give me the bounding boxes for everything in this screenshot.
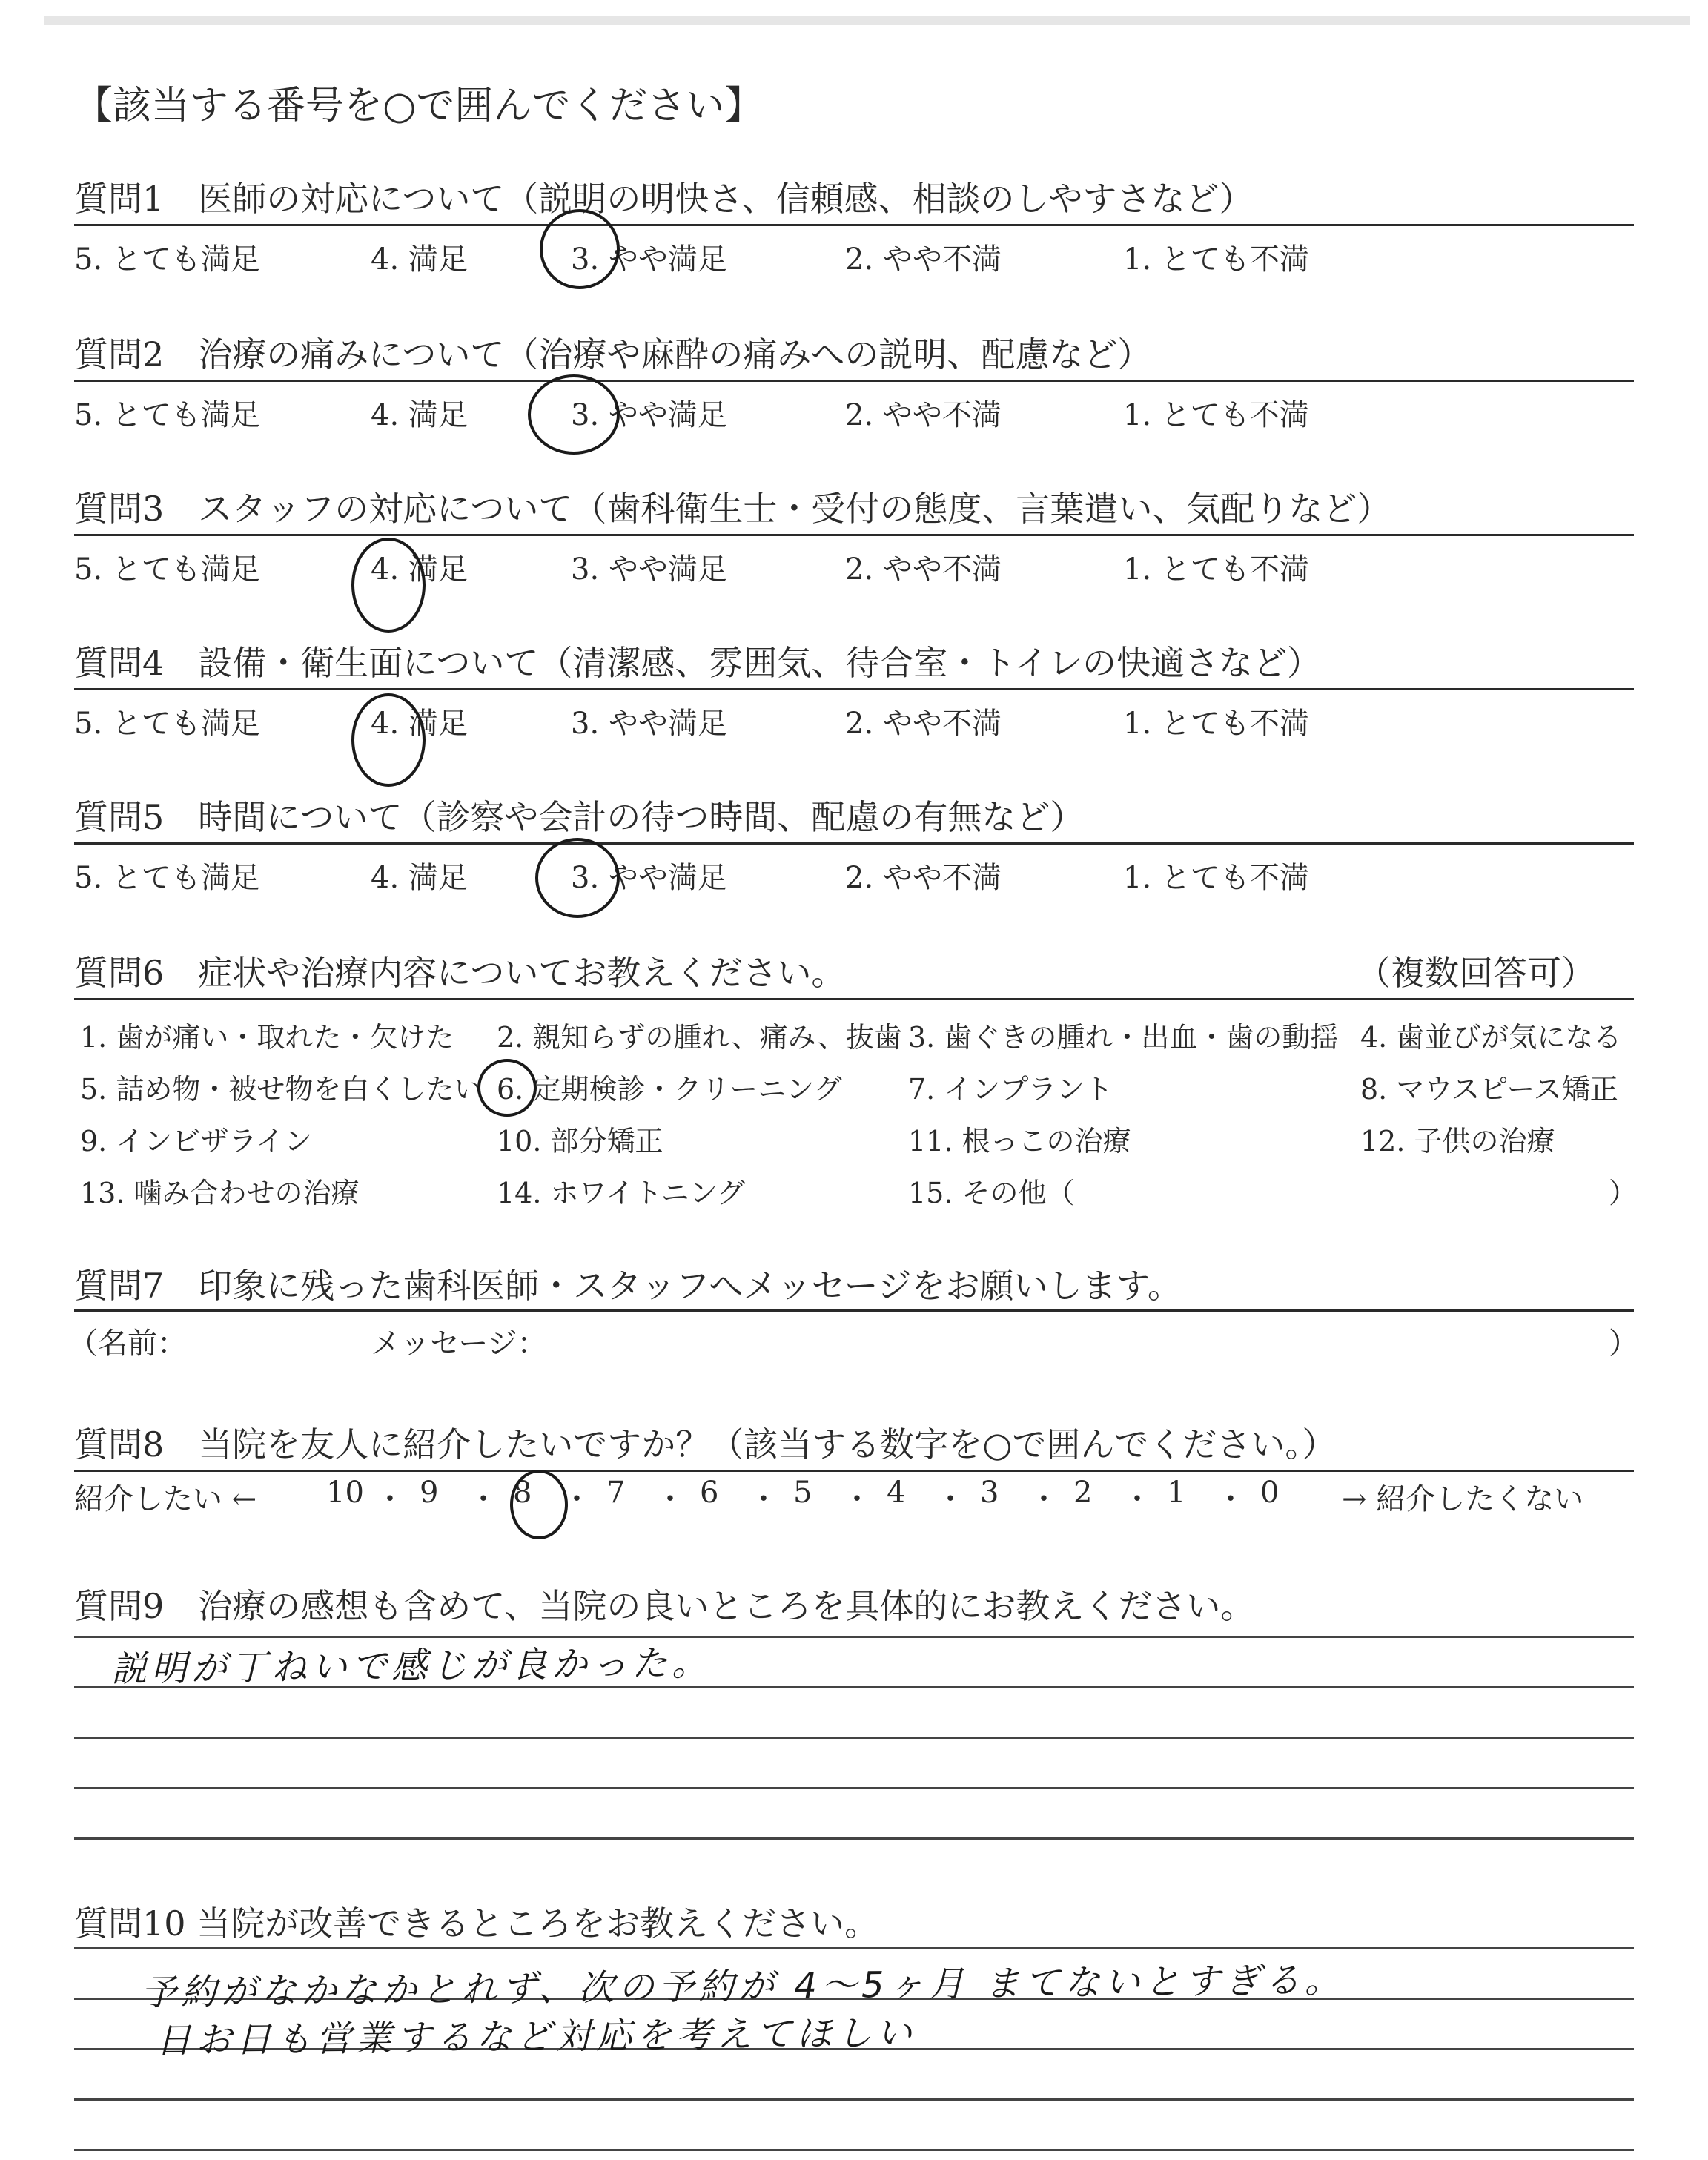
q6-item-15-close: ） <box>1609 1177 1638 1209</box>
q8-separator: ・ <box>562 1482 592 1516</box>
q6-item-12[interactable]: 12. 子供の治療 <box>1360 1125 1555 1157</box>
q8-separator: ・ <box>655 1482 685 1516</box>
q1-option-3[interactable]: 3. やや満足 <box>571 242 727 277</box>
q5-option-1[interactable]: 1. とても不満 <box>1123 861 1309 895</box>
q4-title: 質問4 設備・衛生面について（清潔感、雰囲気、待合室・トイレの快適さなど） <box>74 643 1322 683</box>
q8-score-3[interactable]: 3 <box>980 1476 999 1510</box>
q8-score-9[interactable]: 9 <box>420 1476 439 1510</box>
q2-rule <box>74 380 1634 382</box>
q6-item-14[interactable]: 14. ホワイトニング <box>497 1177 746 1209</box>
q5-option-4[interactable]: 4. 満足 <box>371 861 468 895</box>
q4-option-2[interactable]: 2. やや不満 <box>845 707 1002 741</box>
q1-option-5[interactable]: 5. とても満足 <box>74 242 260 277</box>
q4-rule <box>74 688 1634 690</box>
q6-item-6[interactable]: 6. 定期検診・クリーニング <box>497 1073 842 1106</box>
q3-rule <box>74 534 1634 536</box>
q8-score-4[interactable]: 4 <box>887 1476 906 1510</box>
q8-score-6[interactable]: 6 <box>700 1476 719 1510</box>
q3-title: 質問3 スタッフの対応について（歯科衛生士・受付の態度、言葉遣い、気配りなど） <box>74 489 1391 529</box>
q6-item-1[interactable]: 1. 歯が痛い・取れた・欠けた <box>80 1021 454 1054</box>
q7-name-label: （名前： <box>68 1327 187 1361</box>
q8-score-0[interactable]: 0 <box>1260 1476 1280 1510</box>
q1-rule <box>74 224 1634 226</box>
q5-title: 質問5 時間について（診察や会計の待つ時間、配慮の有無など） <box>74 797 1085 837</box>
q5-option-2[interactable]: 2. やや不満 <box>845 861 1002 895</box>
q8-score-2[interactable]: 2 <box>1073 1476 1093 1510</box>
q3-option-2[interactable]: 2. やや不満 <box>845 552 1002 587</box>
q7-rule <box>74 1309 1634 1312</box>
q8-separator: ・ <box>1216 1482 1245 1516</box>
page-header: 【該当する番号を○で囲んでください】 <box>74 84 764 128</box>
q6-item-11[interactable]: 11. 根っこの治療 <box>908 1125 1131 1157</box>
q6-item-8[interactable]: 8. マウスピース矯正 <box>1360 1073 1618 1106</box>
q8-score-7[interactable]: 7 <box>606 1476 626 1510</box>
q8-score-8[interactable]: 8 <box>513 1476 532 1510</box>
q4-option-5[interactable]: 5. とても満足 <box>74 707 260 741</box>
q6-rule <box>74 998 1634 1000</box>
q9-title: 質問9 治療の感想も含めて、当院の良いところを具体的にお教えください。 <box>74 1586 1255 1626</box>
q3-option-3[interactable]: 3. やや満足 <box>571 552 727 587</box>
q1-title: 質問1 医師の対応について（説明の明快さ、信頼感、相談のしやすさなど） <box>74 179 1254 219</box>
q5-option-3[interactable]: 3. やや満足 <box>571 861 727 895</box>
q2-option-4[interactable]: 4. 満足 <box>371 398 468 432</box>
q3-selection-circle <box>351 538 426 633</box>
q6-item-5[interactable]: 5. 詰め物・被せ物を白くしたい <box>80 1073 483 1106</box>
q3-option-1[interactable]: 1. とても不満 <box>1123 552 1309 587</box>
q8-right-label: → 紹介したくない <box>1342 1482 1584 1516</box>
q6-item-4[interactable]: 4. 歯並びが気になる <box>1360 1021 1622 1054</box>
q4-option-1[interactable]: 1. とても不満 <box>1123 707 1309 741</box>
q2-option-1[interactable]: 1. とても不満 <box>1123 398 1309 432</box>
q2-selection-circle <box>528 374 620 455</box>
q9-handwritten-answer: 説明が丁ねいで感じが良かった。 <box>110 1642 712 1691</box>
q8-separator: ・ <box>1029 1482 1059 1516</box>
q1-option-2[interactable]: 2. やや不満 <box>845 242 1002 277</box>
q6-item-3[interactable]: 3. 歯ぐきの腫れ・出血・歯の動揺 <box>908 1021 1339 1054</box>
q6-item-10[interactable]: 10. 部分矯正 <box>497 1125 663 1157</box>
q6-title: 質問6 症状や治療内容についてお教えください。 <box>74 953 846 993</box>
q6-item-13[interactable]: 13. 噛み合わせの治療 <box>80 1177 360 1209</box>
scan-edge <box>44 16 1690 25</box>
q8-selection-circle <box>510 1470 568 1539</box>
q6-item-2[interactable]: 2. 親知らずの腫れ、痛み、抜歯 <box>497 1021 902 1054</box>
q8-separator: ・ <box>842 1482 872 1516</box>
q3-option-5[interactable]: 5. とても満足 <box>74 552 260 587</box>
q7-close: ） <box>1609 1327 1638 1361</box>
q4-option-4[interactable]: 4. 満足 <box>371 707 468 741</box>
q2-title: 質問2 治療の痛みについて（治療や麻酔の痛みへの説明、配慮など） <box>74 334 1152 374</box>
q10-handwritten-line-2: 日お日も営業するなど対応を考えてほしい <box>155 2012 917 2062</box>
q8-score-5[interactable]: 5 <box>793 1476 812 1510</box>
q9-line-4 <box>74 1787 1634 1789</box>
q8-score-1[interactable]: 1 <box>1167 1476 1186 1510</box>
q10-line-5 <box>74 2149 1634 2151</box>
q6-selection-circle <box>477 1059 537 1117</box>
q2-option-2[interactable]: 2. やや不満 <box>845 398 1002 432</box>
q6-note: （複数回答可） <box>1357 953 1595 993</box>
q10-line-1 <box>74 1947 1634 1949</box>
q8-separator: ・ <box>749 1482 778 1516</box>
q8-separator: ・ <box>1122 1482 1152 1516</box>
q2-option-3[interactable]: 3. やや満足 <box>571 398 727 432</box>
q8-separator: ・ <box>469 1482 498 1516</box>
q10-line-4 <box>74 2098 1634 2101</box>
q2-option-5[interactable]: 5. とても満足 <box>74 398 260 432</box>
q1-option-1[interactable]: 1. とても不満 <box>1123 242 1309 277</box>
q4-selection-circle <box>351 693 426 787</box>
q10-title: 質問10 当院が改善できるところをお教えください。 <box>74 1903 879 1943</box>
q6-item-15[interactable]: 15. その他（ <box>908 1177 1075 1209</box>
q5-selection-circle <box>535 838 620 918</box>
q8-title: 質問8 当院を友人に紹介したいですか？（該当する数字を○で囲んでください。） <box>74 1424 1337 1464</box>
q9-line-5 <box>74 1837 1634 1840</box>
q6-item-9[interactable]: 9. インビザライン <box>80 1125 313 1157</box>
q3-option-4[interactable]: 4. 満足 <box>371 552 468 587</box>
q8-rule <box>74 1470 1634 1472</box>
q1-selection-circle <box>540 209 620 289</box>
q8-left-label: 紹介したい ← <box>74 1482 257 1516</box>
q7-title: 質問7 印象に残った歯科医師・スタッフへメッセージをお願いします。 <box>74 1266 1182 1306</box>
q5-rule <box>74 842 1634 845</box>
q6-item-7[interactable]: 7. インプラント <box>908 1073 1113 1106</box>
q8-score-10[interactable]: 10 <box>326 1476 364 1510</box>
q9-line-3 <box>74 1737 1634 1739</box>
q1-option-4[interactable]: 4. 満足 <box>371 242 468 277</box>
q5-option-5[interactable]: 5. とても満足 <box>74 861 260 895</box>
q8-separator: ・ <box>375 1482 405 1516</box>
q10-handwritten-line-1: 予約がなかなかとれず、次の予約が 4～5ヶ月 まてないとすぎる。 <box>140 1959 1345 2014</box>
q7-message-label: メッセージ： <box>371 1327 547 1361</box>
q8-separator: ・ <box>936 1482 965 1516</box>
q4-option-3[interactable]: 3. やや満足 <box>571 707 727 741</box>
